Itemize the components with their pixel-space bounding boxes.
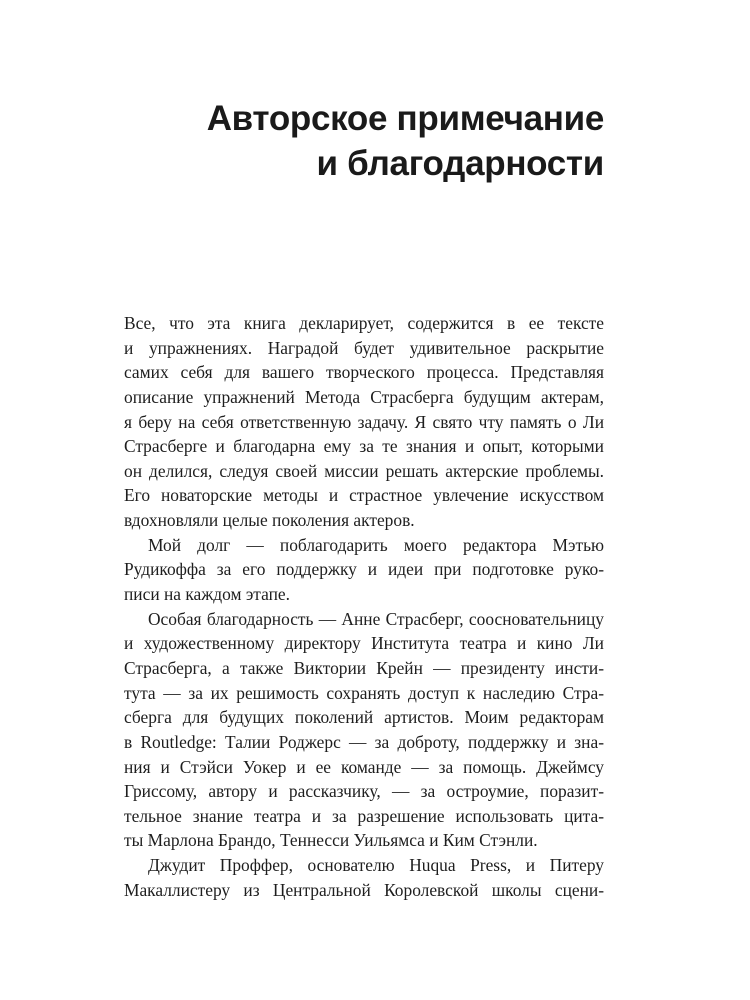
text-line: Мой долг — поблагодарить моего редактора Мэтью <box>148 534 604 555</box>
text-line: самих себя для вашего творческого процесса. Представляя <box>124 362 604 383</box>
text-line: тута — за их решимость сохранять доступ к наследию Стра- <box>124 682 604 703</box>
text-line: Все, что эта книга декларирует, содержится в ее тексте <box>124 313 604 333</box>
text-line: описание упражнений Метода Страсберга будущим актерам, <box>124 386 604 407</box>
text-line: сберга для будущих поколений артистов. Моим редакторам <box>124 707 604 728</box>
body-text <box>124 311 604 902</box>
text-line: ты Марлона Брандо, Теннесси Уильямса и Ким Стэнли. <box>124 830 538 851</box>
text-line: вдохновляли целые поколения актеров. <box>124 510 415 531</box>
text-line: Особая благодарность — Анне Страсберг, соосновательницу <box>148 608 604 629</box>
text-line: Макаллистеру из Центральной Королевской школы сцени- <box>124 879 604 900</box>
text-line: в Routledge: Талии Роджерс — за доброту, поддержку и зна- <box>124 731 604 752</box>
text-line: он делился, следуя своей миссии решать актерские проблемы. <box>124 460 604 481</box>
text-line: ния и Стэйси Уокер и ее команде — за помощь. Джеймсу <box>124 756 604 777</box>
paragraph <box>124 311 604 533</box>
text-line: я беру на себя ответственную задачу. Я свято чту память о Ли <box>124 411 604 432</box>
text-line: писи на каждом этапе. <box>124 584 290 605</box>
chapter-title-line-2: и благодарности <box>316 144 604 183</box>
chapter-title-line-1: Авторское примечание <box>206 99 604 138</box>
paragraph <box>124 533 604 607</box>
paragraph <box>124 853 604 902</box>
chapter-title <box>120 96 604 186</box>
text-line: Страсберга, а также Виктории Крейн — президенту инсти- <box>124 657 604 678</box>
text-line: Джудит Проффер, основателю Huqua Press, и Питеру <box>148 855 604 876</box>
text-line: и художественному директору Института театра и кино Ли <box>124 633 604 654</box>
text-line: Его новаторские методы и страстное увлечение искусством <box>124 485 604 506</box>
text-line: Гриссому, автору и рассказчику, — за остроумие, поразит- <box>124 781 604 802</box>
text-line: и упражнениях. Наградой будет удивительное раскрытие <box>124 337 604 358</box>
paragraph <box>124 607 604 853</box>
text-line: Рудикоффа за его поддержку и идеи при подготовке руко- <box>124 559 604 580</box>
text-line: Страсберге и благодарна ему за те знания и опыт, которыми <box>124 436 604 457</box>
text-line: тельное знание театра и за разрешение использовать цита- <box>124 805 604 826</box>
